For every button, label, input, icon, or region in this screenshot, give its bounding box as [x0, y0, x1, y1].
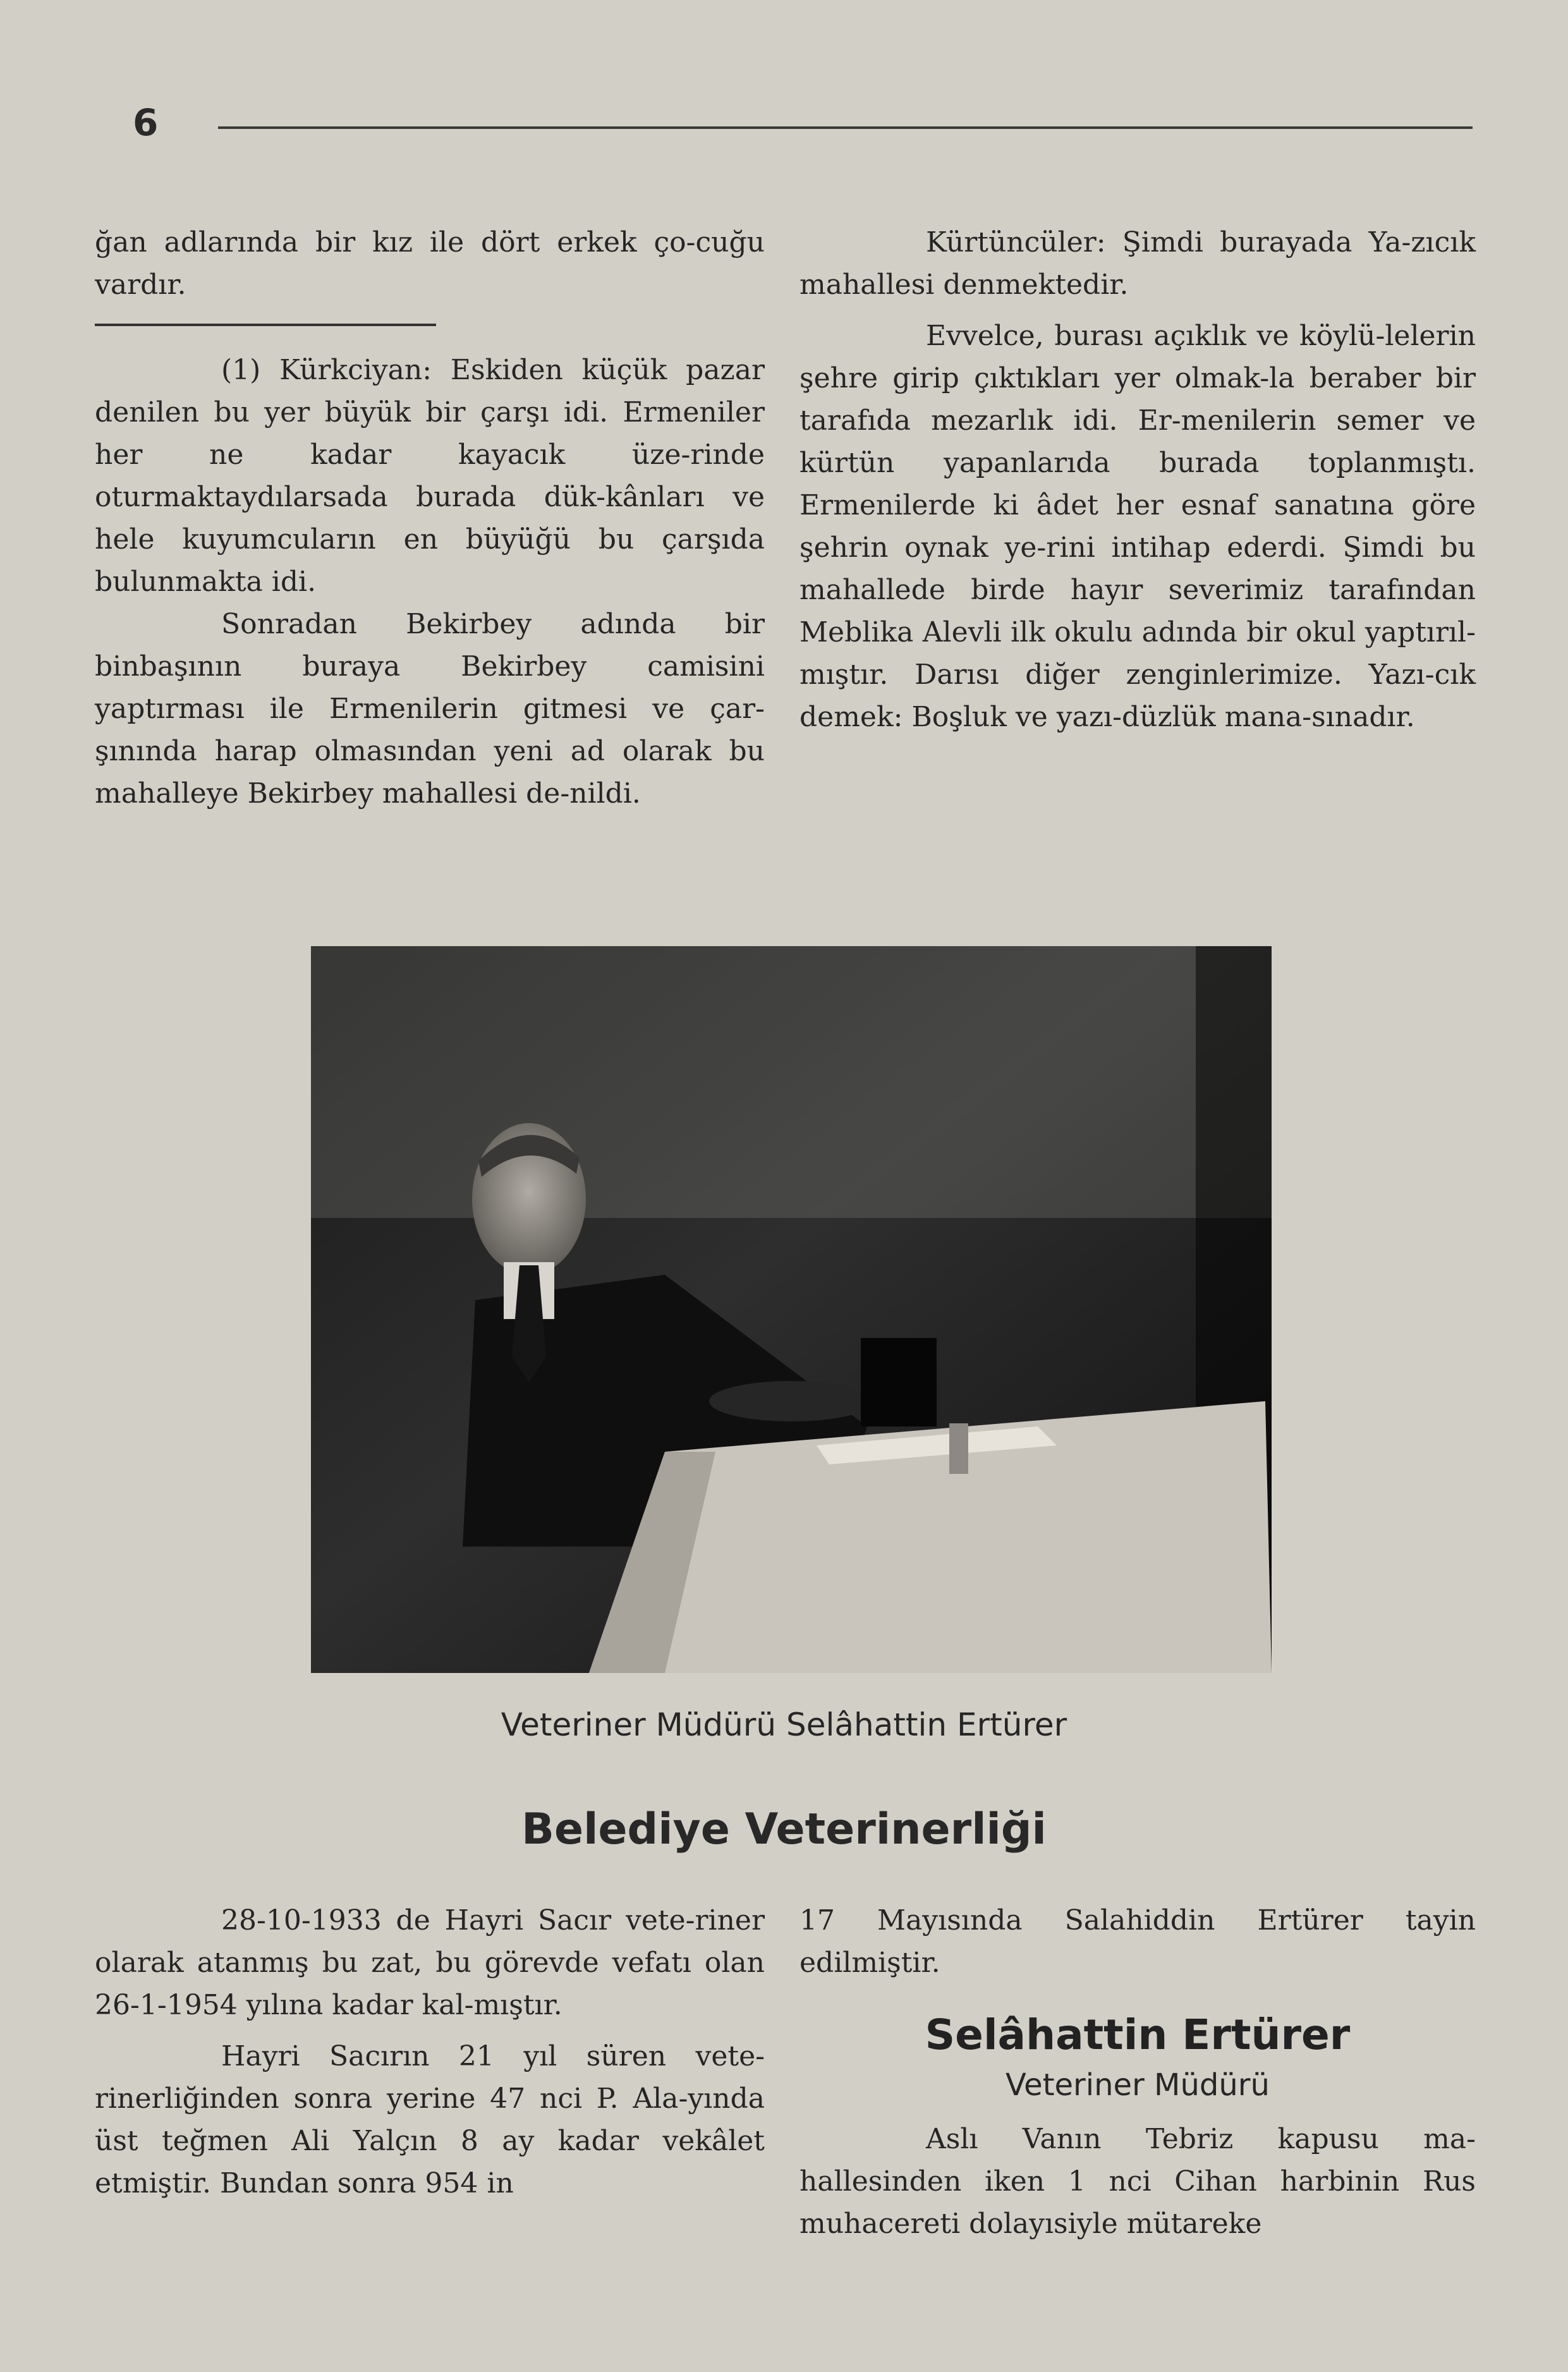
- paragraph: Kürtüncüler: Şimdi burayada Ya-zıcık mahallesi denmektedir.: [799, 226, 1476, 301]
- paragraph: Sonradan Bekirbey adında bir binbaşının buraya Bekirbey camisini yaptırması ile Ermenilerin gitmesi ve çar-şınında harap olmasından yeni ad olarak bu mahalleye Bekirbey mahallesi de-nildi.: [95, 608, 765, 810]
- paragraph: 28-10-1933 de Hayri Sacır vete-riner olarak atanmış bu zat, bu görevde vefatı olan 26-1-1954 yılına kadar kal-mıştır.: [95, 1904, 765, 2021]
- top-left-column: [95, 221, 765, 815]
- bottom-left-column: [95, 1899, 765, 2205]
- biography-heading: Selâhattin Ertürer: [925, 2010, 1351, 2059]
- paragraph: Hayri Sacırın 21 yıl süren vete-rinerliğinden sonra yerine 47 nci P. Ala-yında üst teğmen Ali Yalçın 8 ay kadar vekâlet etmiştir. Bundan sonra 954 in: [95, 2040, 765, 2199]
- paragraph: Aslı Vanın Tebriz kapusu ma-hallesinden iken 1 nci Cihan harbinin Rus muhacereti dolayısiyle mütareke: [799, 2123, 1476, 2240]
- footnote-rule: [95, 324, 436, 326]
- footnote-paragraph: (1) Kürkciyan: Eskiden küçük pazar denilen bu yer büyük bir çarşı idi. Ermeniler her ne kadar kayacık üze-rinde oturmaktaydılarsada burada dük-kânları ve hele kuyumcuların en büyüğü bu çarşıda bulunmakta idi.: [95, 354, 765, 598]
- section-heading: Belediye Veterinerliği: [521, 1804, 1047, 1854]
- page-number: 6: [133, 101, 159, 144]
- bottom-right-column: [799, 1899, 1476, 2245]
- paragraph: 17 Mayısında Salahiddin Ertürer tayin edilmiştir.: [799, 1904, 1476, 1979]
- biography-role: Veteriner Müdürü: [1006, 2067, 1270, 2103]
- header-rule: [218, 126, 1473, 129]
- portrait-photo: [311, 946, 1272, 1673]
- paragraph: ğan adlarında bir kız ile dört erkek ço-cuğu vardır.: [95, 226, 765, 301]
- paragraph: Evvelce, burası açıklık ve köylü-lelerin şehre girip çıktıkları yer olmak-la beraber bir tarafıda mezarlık idi. Er-menilerin semer ve kürtün yapanlarıda burada toplanmıştı. Ermenilerde ki âdet her esnaf sanatına göre şehrin oynak ye-rini intihap ederdi. Şimdi bu mahallede birde hayır severimiz tarafından Meblika Alevli ilk okulu adında bir okul yaptırıl-mıştır. Darısı diğer zenginlerimize. Yazı-cık demek: Boşluk ve yazı-düzlük mana-sınadır.: [799, 320, 1476, 733]
- photo-caption: Veteriner Müdürü Selâhattin Ertürer: [501, 1706, 1067, 1743]
- photo-illustration: [311, 946, 1272, 1673]
- top-right-column: [799, 221, 1476, 738]
